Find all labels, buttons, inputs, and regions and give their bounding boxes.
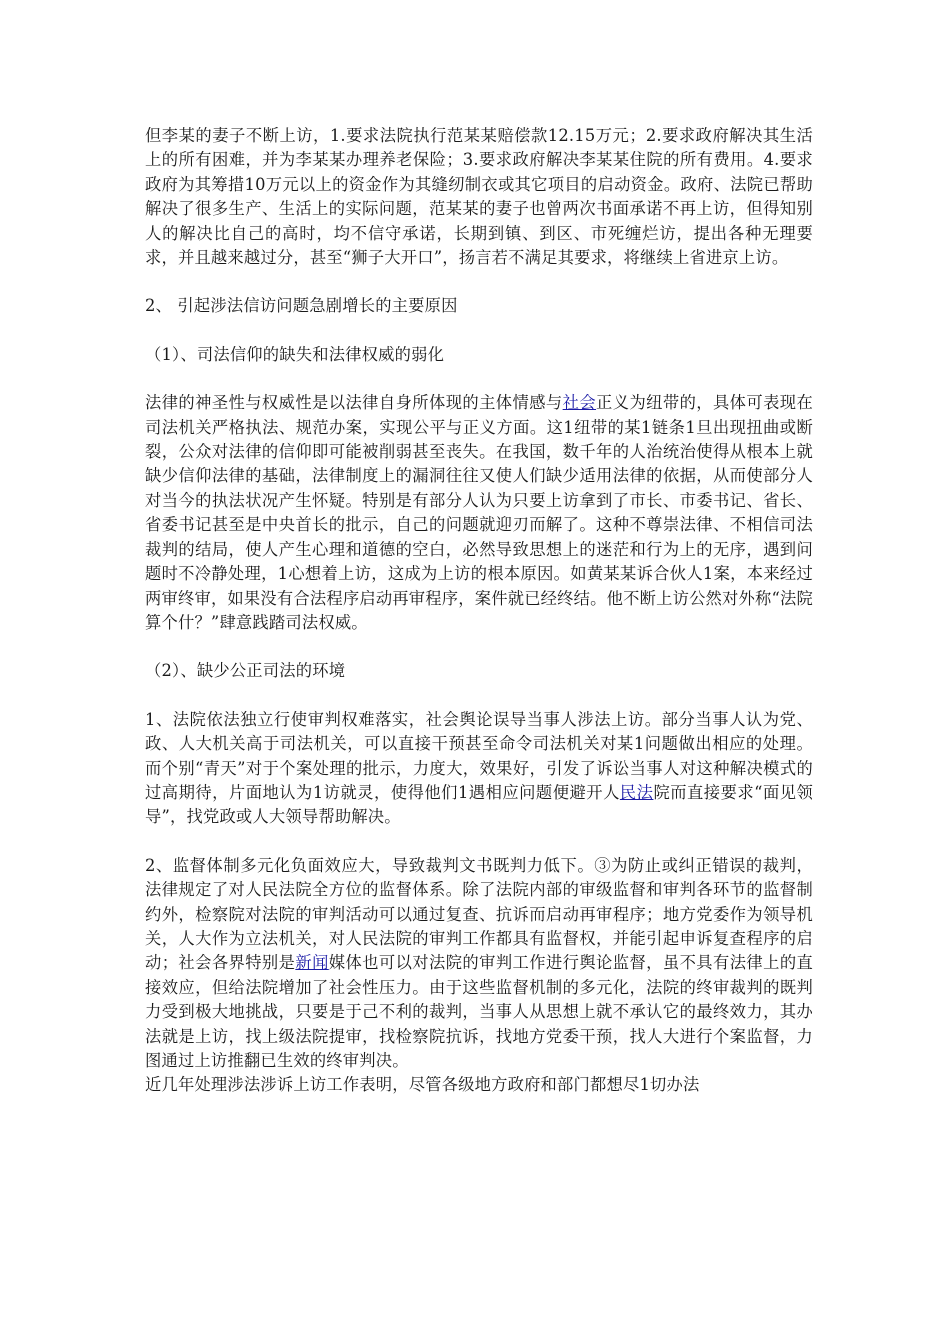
paragraph-text: 媒体也可以对法院的审判工作进行舆论监督，虽不具有法律上的直接效应，但给法院增加了社会性压力。由于这些监督机制的多元化，法院的终审裁判的既判力受到极大地挑战，只要是于己不利的裁判，当事人从思想上就不承认它的最终效力，其办法就是上访，找上级法院提审，找检察院抗诉，找地方党委干预，找人大进行个案监督，力图通过上访推翻已生效的终审判决。 <box>145 953 814 1070</box>
paragraph-spacer <box>145 830 813 854</box>
paragraph-text: 2、监督体制多元化负面效应大，导致裁判文书既判力低下。③为防止或纠正错误的裁判，法律规定了对人民法院全方位的监督体系。除了法院内部的审级监督和审判各环节的监督制约外，检察院对法院的审判活动可以通过复查、抗诉而启动再审程序；地方党委作为领导机关，人大作为立法机关，对人民法院的审判工作都具有监督权，并能引起申诉复查程序的启动；社会各界特别是 <box>145 855 813 973</box>
paragraph-spacer <box>145 635 813 659</box>
paragraph-text: 正义为纽带的，具体可表现在司法机关严格执法、规范办案，实现公平与正义方面。这1纽带的某1链条1旦出现扭曲或断裂，公众对法律的信仰即可能被削弱甚至丧失。在我国，数千年的人治统治使得从根本上就缺少信仰法律的基础，法律制度上的漏洞往往又使人们缺少适用法律的依据，从而使部分人对当今的执法状况产生怀疑。特别是有部分人认为只要上访拿到了市长、市委书记、省长、省委书记甚至是中央首长的批示，自己的问题就迎刃而解了。这种不尊崇法律、不相信司法裁判的结局，使人产生心理和道德的空白，必然导致思想上的迷茫和行为上的无序，遇到问题时不冷静处理，1心想着上访，这成为上访的根本原因。如黄某某诉合伙人1案，本来经过两审终审，如果没有合法程序启动再审程序，案件就已经终结。他不断上访公然对外称“法院算个什？”肆意践踏司法权威。 <box>145 393 813 632</box>
link-civil-law[interactable]: 民法 <box>619 782 654 802</box>
document-page <box>145 124 813 1098</box>
subsection-heading-fair-justice: （2）、缺少公正司法的环境 <box>145 661 346 681</box>
link-society[interactable]: 社会 <box>562 393 597 413</box>
section-heading-causes: 2、 引起涉法信访问题急剧增长的主要原因 <box>145 296 458 316</box>
paragraph-legal-authority <box>145 391 813 635</box>
subsection-heading-judicial-faith: （1）、司法信仰的缺失和法律权威的弱化 <box>145 344 445 364</box>
paragraph-petition-case: 但李某的妻子不断上访，1.要求法院执行范某某赔偿款12.15万元；2.要求政府解决其生活上的所有困难，并为李某某办理养老保险；3.要求政府解决李某某住院的所有费用。4.要求政府为其筹措10万元以上的资金作为其缝纫制衣或其它项目的启动资金。政府、法院已帮助解决了很多生产、生活上的实际问题，范某某的妻子也曾两次书面承诺不再上访，但得知别人的解决比自己的高时，均不信守承诺，长期到镇、到区、市死缠烂访，提出各种无理要求，并且越来越过分，甚至“狮子大开口”，扬言若不满足其要求，将继续上省进京上访。 <box>145 126 813 268</box>
link-news[interactable]: 新闻 <box>295 953 329 973</box>
paragraph-independent-trial <box>145 708 813 830</box>
paragraph-text: 法律的神圣性与权威性是以法律自身所体现的主体情感与 <box>145 393 563 413</box>
paragraph-spacer <box>145 367 813 391</box>
paragraph-text: 1、法院依法独立行使审判权难落实，社会舆论误导当事人涉法上访。部分当事人认为党、政、人大机关高于司法机关，可以直接干预甚至命令司法机关对某1问题做出相应的处理。而个别“青天”对于个案处理的批示，力度大，效果好，引发了诉讼当事人对这种解决模式的过高期待，片面地认为1访就灵，使得他们1遇相应问题便避开人 <box>145 709 813 802</box>
paragraph-text: 院而直接要求“面见领导”，找党政或人大领导帮助解决。 <box>145 782 814 827</box>
paragraph-supervision-system <box>145 854 813 1074</box>
paragraph-spacer <box>145 319 813 343</box>
paragraph-recent-years: 近几年处理涉法涉诉上访工作表明，尽管各级地方政府和部门都想尽1切办法 <box>145 1075 700 1095</box>
paragraph-spacer <box>145 270 813 294</box>
paragraph-spacer <box>145 684 813 708</box>
